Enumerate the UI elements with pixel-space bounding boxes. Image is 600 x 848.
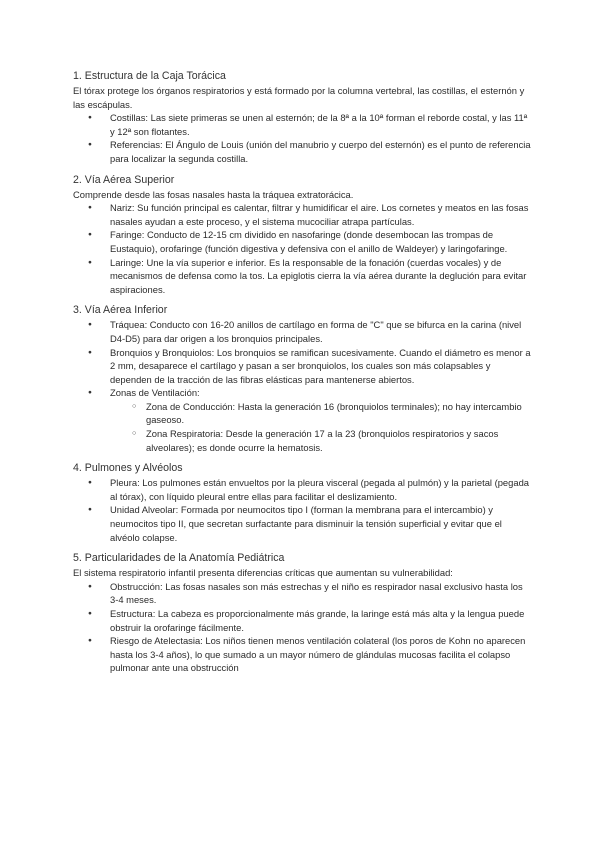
section-intro: El sistema respiratorio infantil presenta diferencias críticas que aumentan su vulnerabilidad:: [73, 567, 453, 579]
section-heading: 5. Particularidades de la Anatomía Pediátrica: [73, 552, 285, 565]
section-anatomia-pediatrica: [73, 551, 533, 675]
section-intro: Comprende desde las fosas nasales hasta la tráquea extratorácica.: [73, 188, 354, 200]
section-intro: El tórax protege los órganos respiratorios y está formado por la columna vertebral, las costillas, el esternón y las escápulas.: [73, 85, 525, 110]
section-caja-toracica: [73, 69, 533, 166]
section-via-aerea-superior: [73, 173, 533, 297]
section-heading: 3. Vía Aérea Inferior: [73, 304, 168, 317]
sub-list-item: ○ Zona de Conducción: Hasta la generación 16 (bronquiolos terminales); no hay intercambio gaseoso.: [132, 400, 533, 427]
list-item: ● Nariz: Su función principal es calentar, filtrar y humidificar el aire. Los cornetes y meatos en las fosas nasales ayudan a este proceso, y el sistema mucociliar atrapa partículas.: [73, 201, 533, 228]
list-item: ● Tráquea: Conducto con 16-20 anillos de cartílago en forma de "C" que se bifurca en la carina (nivel D4-D5) para dar origen a los bronquios principales.: [73, 318, 533, 345]
list-item: ● Estructura: La cabeza es proporcionalmente más grande, la laringe está más alta y la lengua puede obstruir la orofaringe fácilmente.: [73, 607, 533, 634]
bullet-list: [73, 580, 533, 675]
list-item: ● Laringe: Une la vía superior e inferior. Es la responsable de la fonación (cuerdas vocales) y de mecanismos de defensa como la tos. La epiglotis cierra la vía aérea durante la deglución para evitar aspiraciones.: [73, 256, 533, 297]
list-item: ● Referencias: El Ángulo de Louis (unión del manubrio y cuerpo del esternón) es el punto de referencia para localizar la segunda costilla.: [73, 138, 533, 165]
list-item: ● Bronquios y Bronquiolos: Los bronquios se ramifican sucesivamente. Cuando el diámetro es menor a 2 mm, desaparece el cartílago y pasan a ser bronquiolos, los cuales son más colapsables y dependen de la tracción de las fibras elásticas para mantenerse abiertos.: [73, 346, 533, 387]
bullet-list: [73, 476, 533, 544]
bullet-list: [73, 318, 533, 454]
list-item: ● Faringe: Conducto de 12-15 cm dividido en nasofaringe (donde desembocan las trompas de Eustaquio), orofaringe (función digestiva y defensiva con el anillo de Waldeyer) y laringofaringe.: [73, 228, 533, 255]
list-item: ● Costillas: Las siete primeras se unen al esternón; de la 8ª a la 10ª forman el reborde costal, y las 11ª y 12ª son flotantes.: [73, 111, 533, 138]
bullet-list: [73, 201, 533, 296]
list-item-label: Zonas de Ventilación:: [110, 387, 200, 399]
bullet-list: [73, 111, 533, 165]
list-item: ● Riesgo de Atelectasia: Los niños tienen menos ventilación colateral (los poros de Kohn no aparecen hasta los 3-4 años), lo que sumado a un mayor número de glándulas mucosas facilita el colapso pulmonar ante una obstrucción: [73, 634, 533, 675]
sub-list-item: ○ Zona Respiratoria: Desde la generación 17 a la 23 (bronquiolos respiratorios y sacos alveolares); es donde ocurre la hematosis.: [132, 427, 533, 454]
list-item: ● Pleura: Los pulmones están envueltos por la pleura visceral (pegada al pulmón) y la parietal (pegada al tórax), con líquido pleural entre ellas para facilitar el deslizamiento.: [73, 476, 533, 503]
document-content: [73, 69, 533, 682]
section-via-aerea-inferior: [73, 303, 533, 454]
list-item-zonas: [73, 386, 533, 454]
list-item: ● Unidad Alveolar: Formada por neumocitos tipo I (forman la membrana para el intercambio) y neumocitos tipo II, que secretan surfactante para disminuir la tensión superficial y evitar que el alvéolo colapse.: [73, 503, 533, 544]
list-item: ● Obstrucción: Las fosas nasales son más estrechas y el niño es respirador nasal exclusivo hasta los 3-4 meses.: [73, 580, 533, 607]
section-heading: 1. Estructura de la Caja Torácica: [73, 70, 226, 82]
sub-bullet-list: [132, 400, 533, 454]
section-pulmones-alveolos: [73, 461, 533, 544]
section-heading: 2. Vía Aérea Superior: [73, 173, 175, 186]
section-heading: 4. Pulmones y Alvéolos: [73, 462, 183, 475]
